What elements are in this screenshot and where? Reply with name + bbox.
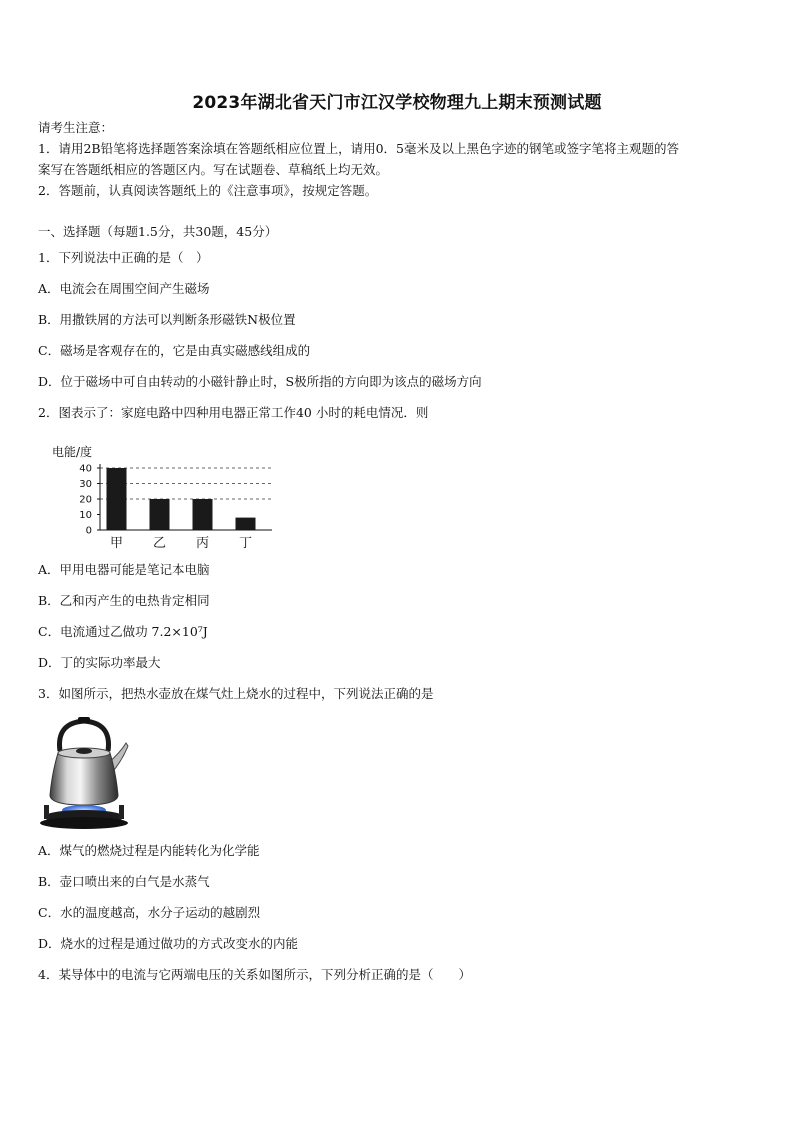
question-2-option-c: C．电流通过乙做功 7.2×10⁷J [38,624,208,639]
bar-1 [107,468,127,530]
kettle-on-stove-image [38,713,130,830]
x-tick-label: 乙 [152,536,167,551]
chart-ylabel: 电能/度 [52,445,93,459]
question-1-option-d: D．位于磁场中可自由转动的小磁针静止时，S极所指的方向即为该点的磁场方向 [38,374,482,389]
question-3-option-d: D．烧水的过程是通过做功的方式改变水的内能 [38,936,299,951]
notice-heading: 请考生注意： [38,120,114,135]
notice-item-1-line-1: 1．请用2B铅笔将选择题答案涂填在答题纸相应位置上，请用0．5毫米及以上黑色字迹的钢笔或签字笔将主观题的答 [38,141,679,156]
question-1-stem: 1．下列说法中正确的是（ ） [38,250,209,265]
notice-item-1-line-2: 案写在答题纸相应的答题区内。写在试题卷、草稿纸上均无效。 [38,162,389,177]
bar-4 [236,518,256,530]
section-heading: 一、选择题（每题1.5分，共30题，45分） [38,224,278,239]
question-2-option-b: B．乙和丙产生的电热肯定相同 [38,593,210,608]
x-tick-label: 丁 [238,536,253,551]
question-3-option-a: A．煤气的燃烧过程是内能转化为化学能 [38,843,260,858]
question-2-option-a: A．甲用电器可能是笔记本电脑 [38,562,210,577]
question-4-stem: 4．某导体中的电流与它两端电压的关系如图所示，下列分析正确的是（ ） [38,967,471,982]
question-1-option-b: B．用撒铁屑的方法可以判断条形磁铁N极位置 [38,312,296,327]
y-tick-label: 20 [79,494,92,506]
y-tick-label: 30 [79,479,92,490]
notice-item-2: 2．答题前，认真阅读答题纸上的《注意事项》，按规定答题。 [38,183,378,198]
question-3-stem: 3．如图所示，把热水壶放在煤气灶上烧水的过程中，下列说法正确的是 [38,686,434,701]
question-1-option-a: A．电流会在周围空间产生磁场 [38,281,210,296]
question-3-option-b: B．壶口喷出来的白气是水蒸气 [38,874,210,889]
x-tick-label: 丙 [195,536,210,551]
x-tick-label: 甲 [109,536,124,551]
bar-3 [193,499,213,530]
y-tick-label: 0 [85,525,92,537]
question-2-stem: 2．图表示了：家庭电路中四种用电器正常工作40 小时的耗电情况．则 [38,405,429,420]
y-tick-label: 10 [79,510,92,521]
question-1-option-c: C．磁场是客观存在的，它是由真实磁感线组成的 [38,343,311,358]
page-title: 2023年湖北省天门市江汉学校物理九上期末预测试题 [192,93,602,113]
energy-bar-chart [40,436,290,556]
question-3-option-c: C．水的温度越高，水分子运动的越剧烈 [38,905,261,920]
y-tick-label: 40 [79,463,92,475]
bar-2 [150,499,170,530]
question-2-option-d: D．丁的实际功率最大 [38,655,161,670]
